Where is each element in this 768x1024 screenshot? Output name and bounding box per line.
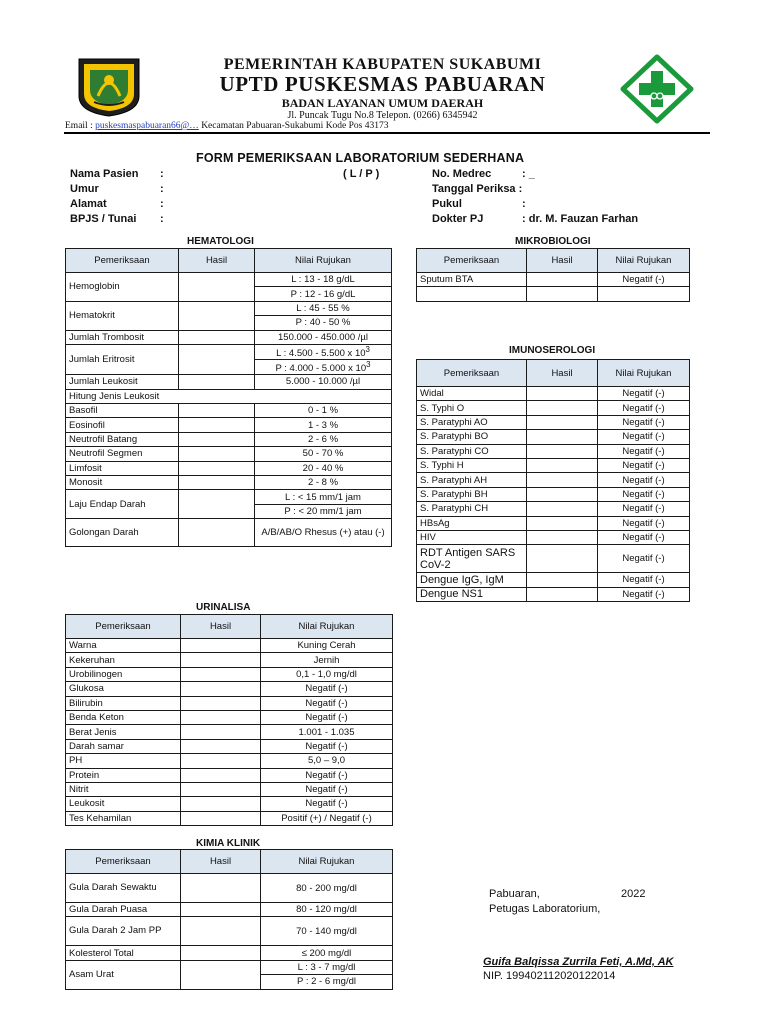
reference-value: 150.000 - 450.000 /µl <box>255 330 392 344</box>
reference-value: Negatif (-) <box>261 782 393 796</box>
table-row <box>66 903 393 917</box>
table-row <box>417 444 690 458</box>
reference-value: Negatif (-) <box>598 530 690 544</box>
test-name: Dengue NS1 <box>417 587 527 601</box>
result-cell[interactable] <box>181 739 261 753</box>
test-name: Hemoglobin <box>66 273 179 302</box>
reference-value: Negatif (-) <box>598 487 690 501</box>
result-cell[interactable] <box>527 516 598 530</box>
reference-value: Negatif (-) <box>598 516 690 530</box>
test-name: Monosit <box>66 476 179 490</box>
table-row <box>417 545 690 573</box>
result-cell[interactable] <box>179 432 255 446</box>
letterhead-divider <box>64 132 710 134</box>
table-row <box>66 874 393 903</box>
column-header-nilai-rujukan: Nilai Rujukan <box>598 360 690 387</box>
test-name: S. Paratyphi AH <box>417 473 527 487</box>
table-row <box>417 573 690 587</box>
table-row <box>66 768 393 782</box>
test-name: S. Typhi H <box>417 458 527 472</box>
reference-value: Negatif (-) <box>261 696 393 710</box>
result-cell[interactable] <box>181 768 261 782</box>
column-header-nilai-rujukan: Nilai Rujukan <box>255 249 392 273</box>
age-colon: : <box>160 183 164 195</box>
patient-name-label: Nama Pasien <box>70 168 139 180</box>
result-cell[interactable] <box>181 903 261 917</box>
result-cell[interactable] <box>181 946 261 960</box>
reference-value <box>255 360 392 375</box>
result-cell[interactable] <box>181 917 261 946</box>
exam-date-label: Tanggal Periksa : <box>432 183 523 195</box>
reference-value: 2 - 6 % <box>255 432 392 446</box>
reference-value: Negatif (-) <box>598 273 690 287</box>
result-cell[interactable] <box>527 502 598 516</box>
doctor-label: Dokter PJ <box>432 213 484 225</box>
column-header-pemeriksaan: Pemeriksaan <box>66 249 179 273</box>
hematologi-table <box>65 248 392 547</box>
result-cell[interactable] <box>179 519 255 547</box>
result-cell[interactable] <box>179 301 255 330</box>
result-cell[interactable] <box>527 573 598 587</box>
result-cell[interactable] <box>181 725 261 739</box>
puskesmas-cross-logo-icon <box>620 54 694 124</box>
table-row <box>417 287 690 301</box>
result-cell[interactable] <box>179 273 255 302</box>
result-cell[interactable] <box>179 490 255 519</box>
reference-value: Negatif (-) <box>598 430 690 444</box>
result-cell[interactable] <box>179 375 255 389</box>
test-name: HIV <box>417 530 527 544</box>
reference-line: L : 4.500 - 5.500 x 10 <box>276 348 366 360</box>
reference-line: P : 4.000 - 5.000 x 10 <box>275 363 367 375</box>
table-row <box>66 301 392 315</box>
column-header-nilai-rujukan: Nilai Rujukan <box>261 850 393 874</box>
result-cell[interactable] <box>179 461 255 475</box>
result-cell[interactable] <box>179 330 255 344</box>
medrec-value: : _ <box>522 168 535 180</box>
test-name: Kolesterol Total <box>66 946 181 960</box>
table-row <box>66 917 393 946</box>
reference-value <box>255 287 392 301</box>
table-row <box>66 782 393 796</box>
reference-value: 20 - 40 % <box>255 461 392 475</box>
reference-value: Negatif (-) <box>261 710 393 724</box>
table-row <box>66 667 393 681</box>
address-suffix: Kecamatan Pabuaran-Sukabumi Kode Pos 43173 <box>198 121 389 131</box>
imunoserologi-table <box>416 359 690 602</box>
test-name: Neutrofil Segmen <box>66 447 179 461</box>
result-cell[interactable] <box>181 960 261 989</box>
table-row <box>417 415 690 429</box>
table-row <box>66 960 393 974</box>
table-row <box>417 273 690 287</box>
age-label: Umur <box>70 183 99 195</box>
reference-line: P : 40 - 50 % <box>295 317 351 329</box>
reference-value: Negatif (-) <box>598 502 690 516</box>
reference-value <box>255 316 392 330</box>
test-name: Warna <box>66 639 181 653</box>
test-name: Bilirubin <box>66 696 181 710</box>
reference-value <box>598 287 690 301</box>
reference-value: A/B/AB/O Rhesus (+) atau (-) <box>255 519 392 547</box>
column-header-pemeriksaan: Pemeriksaan <box>417 249 527 273</box>
test-name: Eosinofil <box>66 418 179 432</box>
result-cell[interactable] <box>181 653 261 667</box>
reference-value: Negatif (-) <box>598 387 690 401</box>
reference-value: Positif (+) / Negatif (-) <box>261 811 393 825</box>
reference-value: 5.000 - 10.000 /µl <box>255 375 392 389</box>
table-row <box>66 432 392 446</box>
test-name: Benda Keton <box>66 710 181 724</box>
column-header-hasil: Hasil <box>527 249 598 273</box>
table-row <box>417 487 690 501</box>
column-header-nilai-rujukan: Nilai Rujukan <box>598 249 690 273</box>
test-name: Berat Jenis <box>66 725 181 739</box>
reference-value: P : 2 - 6 mg/dl <box>261 975 393 989</box>
reference-value: 2 - 8 % <box>255 476 392 490</box>
kimia-klinik-title: KIMIA KLINIK <box>196 838 261 849</box>
table-row <box>66 754 393 768</box>
reference-value: 1 - 3 % <box>255 418 392 432</box>
result-cell[interactable] <box>527 530 598 544</box>
email-link[interactable]: puskesmaspabuaran66@… <box>95 121 199 131</box>
table-row <box>66 519 392 547</box>
result-cell[interactable] <box>179 344 255 374</box>
test-name: Gula Darah Sewaktu <box>66 874 181 903</box>
test-name: Protein <box>66 768 181 782</box>
test-name: Basofil <box>66 404 179 418</box>
signature-year: 2022 <box>621 888 646 900</box>
table-row <box>66 447 392 461</box>
test-name: Asam Urat <box>66 960 181 989</box>
test-name: Dengue IgG, IgM <box>417 573 527 587</box>
test-name: Neutrofil Batang <box>66 432 179 446</box>
reference-value: Negatif (-) <box>598 573 690 587</box>
reference-value: 80 - 200 mg/dl <box>261 874 393 903</box>
column-header-hasil: Hasil <box>181 615 261 639</box>
letterhead-line-3: BADAN LAYANAN UMUM DAERAH <box>281 96 484 110</box>
table-row <box>417 458 690 472</box>
table-row <box>66 344 392 359</box>
test-name: HBsAg <box>417 516 527 530</box>
table-row <box>66 696 393 710</box>
table-row <box>417 587 690 601</box>
kabupaten-sukabumi-emblem-icon <box>76 56 142 118</box>
test-name: S. Paratyphi BO <box>417 430 527 444</box>
test-name: Gula Darah Puasa <box>66 903 181 917</box>
email-label: Email : <box>65 121 96 131</box>
mikrobiologi-table <box>416 248 690 302</box>
test-name: Limfosit <box>66 461 179 475</box>
reference-value: L : 3 - 7 mg/dl <box>261 960 393 974</box>
imunoserologi-title: IMUNOSEROLOGI <box>509 345 596 356</box>
doctor-value: : dr. M. Fauzan Farhan <box>522 213 639 225</box>
reference-value: Negatif (-) <box>261 768 393 782</box>
test-name: Hematokrit <box>66 301 179 330</box>
result-cell[interactable] <box>527 487 598 501</box>
table-row <box>66 946 393 960</box>
reference-value: Kuning Cerah <box>261 639 393 653</box>
kimia-klinik-table <box>65 849 393 990</box>
table-row <box>417 502 690 516</box>
column-header-hasil: Hasil <box>527 360 598 387</box>
reference-value: 70 - 140 mg/dl <box>261 917 393 946</box>
table-row <box>66 490 392 504</box>
table-header-row <box>66 249 392 273</box>
reference-value: 1.001 - 1.035 <box>261 725 393 739</box>
hematologi-title: HEMATOLOGI <box>187 236 254 247</box>
result-cell[interactable] <box>181 797 261 811</box>
test-name: Jumlah Eritrosit <box>66 344 179 374</box>
table-row <box>66 375 392 389</box>
table-header-row <box>417 360 690 387</box>
test-name: Tes Kehamilan <box>66 811 181 825</box>
address-label: Alamat <box>70 198 107 210</box>
table-row <box>66 273 392 287</box>
result-cell[interactable] <box>181 682 261 696</box>
reference-value <box>255 273 392 287</box>
result-cell[interactable] <box>181 782 261 796</box>
test-name: Urobilinogen <box>66 667 181 681</box>
mikrobiologi-title: MIKROBIOLOGI <box>515 236 591 247</box>
exponent: 3 <box>365 344 370 354</box>
letterhead-institution: UPTD PUSKESMAS PABUARAN <box>219 72 546 96</box>
result-cell[interactable] <box>181 754 261 768</box>
reference-value: Negatif (-) <box>598 458 690 472</box>
reference-value: 0 - 1 % <box>255 404 392 418</box>
result-cell[interactable] <box>527 387 598 401</box>
test-name <box>417 287 527 301</box>
table-row <box>66 739 393 753</box>
result-cell[interactable] <box>527 401 598 415</box>
letterhead-address: Jl. Puncak Tugu No.8 Telepon. (0266) 6345942 <box>287 110 478 121</box>
table-row <box>417 430 690 444</box>
column-header-hasil: Hasil <box>179 249 255 273</box>
table-row <box>66 653 393 667</box>
test-name: Gula Darah 2 Jam PP <box>66 917 181 946</box>
reference-value <box>255 490 392 504</box>
reference-line: L : 45 - 55 % <box>296 302 350 314</box>
test-name: Nitrit <box>66 782 181 796</box>
result-cell[interactable] <box>181 874 261 903</box>
payment-colon: : <box>160 213 164 225</box>
test-name: Jumlah Leukosit <box>66 375 179 389</box>
table-row <box>66 389 392 403</box>
reference-value: 0,1 - 1,0 mg/dl <box>261 667 393 681</box>
test-name: S. Paratyphi BH <box>417 487 527 501</box>
reference-value: ≤ 200 mg/dl <box>261 946 393 960</box>
reference-value <box>255 504 392 518</box>
table-row <box>66 404 392 418</box>
time-colon: : <box>522 198 526 210</box>
test-name: Laju Endap Darah <box>66 490 179 519</box>
patient-name-colon: : <box>160 168 164 180</box>
test-name: Leukosit <box>66 797 181 811</box>
test-name: S. Paratyphi AO <box>417 415 527 429</box>
reference-value: Jernih <box>261 653 393 667</box>
table-row <box>66 797 393 811</box>
result-cell[interactable] <box>179 404 255 418</box>
result-cell[interactable] <box>179 447 255 461</box>
urinalisa-title: URINALISA <box>196 602 251 613</box>
test-name: Sputum BTA <box>417 273 527 287</box>
reference-value <box>255 301 392 315</box>
signature-name: Guifa Balqissa Zurrila Feti, A.Md, AK <box>483 956 674 968</box>
table-row <box>66 476 392 490</box>
reference-value: 5,0 – 9,0 <box>261 754 393 768</box>
letterhead-contact-line <box>65 121 705 131</box>
result-cell[interactable] <box>527 458 598 472</box>
test-name: PH <box>66 754 181 768</box>
test-name: Golongan Darah <box>66 519 179 547</box>
reference-value: Negatif (-) <box>598 401 690 415</box>
result-cell[interactable] <box>527 273 598 287</box>
result-cell[interactable] <box>181 696 261 710</box>
exponent: 3 <box>366 360 371 370</box>
letterhead-line-1: PEMERINTAH KABUPATEN SUKABUMI <box>223 56 542 73</box>
test-name: Darah samar <box>66 739 181 753</box>
reference-value: Negatif (-) <box>261 739 393 753</box>
reference-line: P : < 20 mm/1 jam <box>284 505 362 517</box>
table-row <box>66 811 393 825</box>
table-row <box>66 418 392 432</box>
table-row <box>66 639 393 653</box>
reference-value: 50 - 70 % <box>255 447 392 461</box>
table-row <box>417 530 690 544</box>
test-name: RDT Antigen SARS CoV-2 <box>417 545 527 573</box>
result-cell[interactable] <box>179 476 255 490</box>
table-header-row <box>66 850 393 874</box>
test-name: Widal <box>417 387 527 401</box>
table-row <box>66 330 392 344</box>
test-name: Glukosa <box>66 682 181 696</box>
reference-line: L : 13 - 18 g/dL <box>291 274 355 286</box>
time-label: Pukul <box>432 198 462 210</box>
reference-value: Negatif (-) <box>261 682 393 696</box>
address-colon: : <box>160 198 164 210</box>
reference-line: P : 12 - 16 g/dL <box>290 288 356 300</box>
test-name: S. Paratyphi CH <box>417 502 527 516</box>
reference-value: Negatif (-) <box>261 797 393 811</box>
test-name: S. Typhi O <box>417 401 527 415</box>
reference-value: Negatif (-) <box>598 587 690 601</box>
column-header-nilai-rujukan: Nilai Rujukan <box>261 615 393 639</box>
result-cell[interactable] <box>181 811 261 825</box>
column-header-pemeriksaan: Pemeriksaan <box>66 850 181 874</box>
test-name: Hitung Jenis Leukosit <box>66 389 392 403</box>
signature-nip: NIP. 199402112020122014 <box>483 970 616 982</box>
payment-label: BPJS / Tunai <box>70 213 137 225</box>
table-row <box>417 473 690 487</box>
table-header-row <box>66 615 393 639</box>
result-cell[interactable] <box>527 545 598 573</box>
form-title: FORM PEMERIKSAAN LABORATORIUM SEDERHANA <box>196 151 525 165</box>
result-cell[interactable] <box>181 710 261 724</box>
test-name: S. Paratyphi CO <box>417 444 527 458</box>
urinalisa-table <box>65 614 393 826</box>
result-cell[interactable] <box>527 444 598 458</box>
reference-value <box>255 344 392 359</box>
reference-value: Negatif (-) <box>598 545 690 573</box>
gender-option: ( L / P ) <box>343 168 380 180</box>
result-cell[interactable] <box>527 287 598 301</box>
result-cell[interactable] <box>179 418 255 432</box>
result-cell[interactable] <box>527 415 598 429</box>
reference-value: Negatif (-) <box>598 444 690 458</box>
result-cell[interactable] <box>527 473 598 487</box>
result-cell[interactable] <box>527 430 598 444</box>
reference-line: L : < 15 mm/1 jam <box>285 491 361 503</box>
column-header-hasil: Hasil <box>181 850 261 874</box>
result-cell[interactable] <box>527 587 598 601</box>
column-header-pemeriksaan: Pemeriksaan <box>417 360 527 387</box>
table-row <box>417 516 690 530</box>
table-row <box>417 401 690 415</box>
reference-value: 80 - 120 mg/dl <box>261 903 393 917</box>
table-row <box>66 682 393 696</box>
result-cell[interactable] <box>181 667 261 681</box>
signature-place: Pabuaran, <box>489 888 540 900</box>
table-header-row <box>417 249 690 273</box>
table-row <box>66 461 392 475</box>
medrec-label: No. Medrec <box>432 168 492 180</box>
table-row <box>417 387 690 401</box>
table-row <box>66 710 393 724</box>
signature-role: Petugas Laboratorium, <box>489 903 601 915</box>
table-row <box>66 725 393 739</box>
test-name: Jumlah Trombosit <box>66 330 179 344</box>
test-name: Kekeruhan <box>66 653 181 667</box>
column-header-pemeriksaan: Pemeriksaan <box>66 615 181 639</box>
reference-value: Negatif (-) <box>598 415 690 429</box>
reference-value: Negatif (-) <box>598 473 690 487</box>
result-cell[interactable] <box>181 639 261 653</box>
